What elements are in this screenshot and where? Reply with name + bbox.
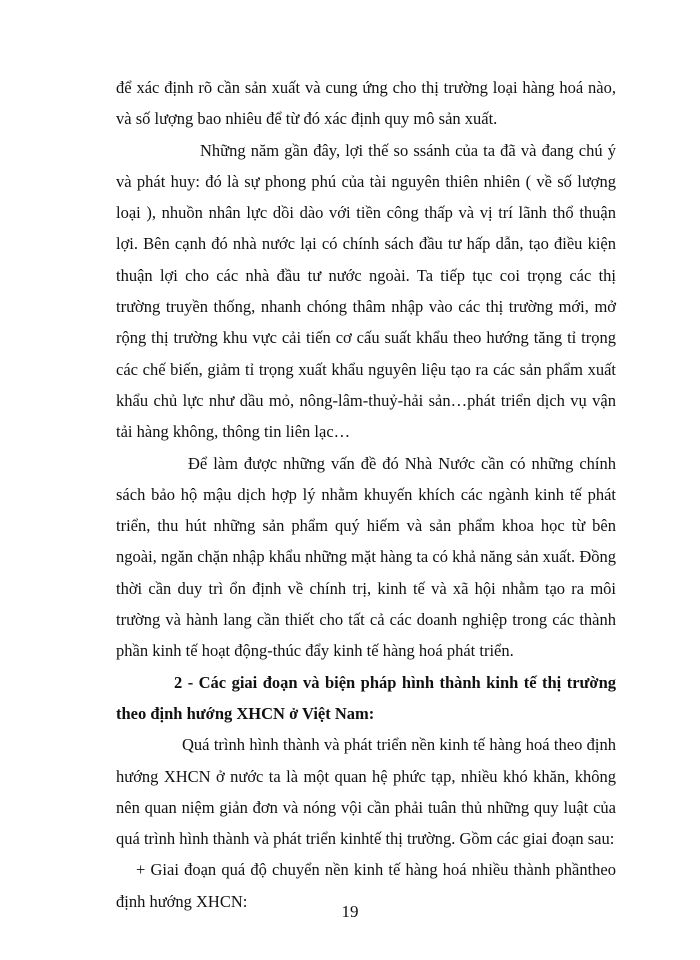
paragraph-state-policy: Để làm được những vấn đề đó Nhà Nước cần có những chính sách bảo hộ mậu dịch hợp lý nhằm khuyến khích các ngành kinh tế phát triển, thu hút những sản phẩm quý hiếm và sản phẩm khoa học từ bên ngoài, ngăn chặn nhập khẩu những mặt hàng ta có khả năng sản xuất. Đồng thời cần duy trì ổn định về chính trị, kinh tế và xã hội nhằm tạo ra môi trường và hành lang cần thiết cho tất cả các doanh nghiệp trong các thành phần kinh tế hoạt động-thúc đẩy kinh tế hàng hoá phát triển.	[116, 453, 616, 661]
paragraph-formation-process: Quá trình hình thành và phát triển nền kinh tế hàng hoá theo định hướng XHCN ở nước ta là một quan hệ phức tạp, nhiều khó khăn, không nên quan niệm giản đơn và nóng vội cần phải tuân thủ những quy luật của quá trình hình thành và phát triển kinhtế thị trường. Gồm các giai đoạn sau:	[116, 735, 616, 849]
page-number: 19	[341, 902, 359, 921]
section-heading: 2 - Các giai đoạn và biện pháp hình thành kinh tế thị trường theo định hướng XHCN ở Việt Nam:	[116, 672, 616, 723]
document-body	[116, 72, 616, 917]
paragraph-transition-stage: + Giai đoạn quá độ chuyển nền kinh tế hàng hoá nhiều thành phầntheo định hướng XHCN:	[116, 860, 616, 911]
paragraph-continuation: để xác định rõ cần sản xuất và cung ứng cho thị trường loại hàng hoá nào, và số lượng bao nhiêu để từ đó xác định quy mô sản xuất.	[116, 78, 616, 129]
paragraph-comparative-advantage: Những năm gần đây, lợi thế so ssánh của ta đã và đang chú ý và phát huy: đó là sự phong phú của tài nguyên thiên nhiên ( về số lượng loại ), nhuồn nhân lực dồi dào với tiền công thấp và vị trí lãnh thổ thuận lợi. Bên cạnh đó nhà nước lại có chính sách đầu tư hấp dẫn, tạo điều kiện thuận lợi cho các nhà đầu tư nước ngoài. Ta tiếp tục coi trọng các thị trường truyền thống, nhanh chóng thâm nhập vào các thị trường mới, mở rộng thị trường khu vực cải tiến cơ cấu suất khẩu theo hướng tăng tỉ trọng các chế biến, giảm tỉ trọng xuất khẩu nguyên liệu tạo ra các sản phẩm xuất khẩu chủ lực như dầu mỏ, nông-lâm-thuỷ-hải sản…phát triển dịch vụ vận tải hàng không, thông tin liên lạc…	[116, 140, 616, 442]
